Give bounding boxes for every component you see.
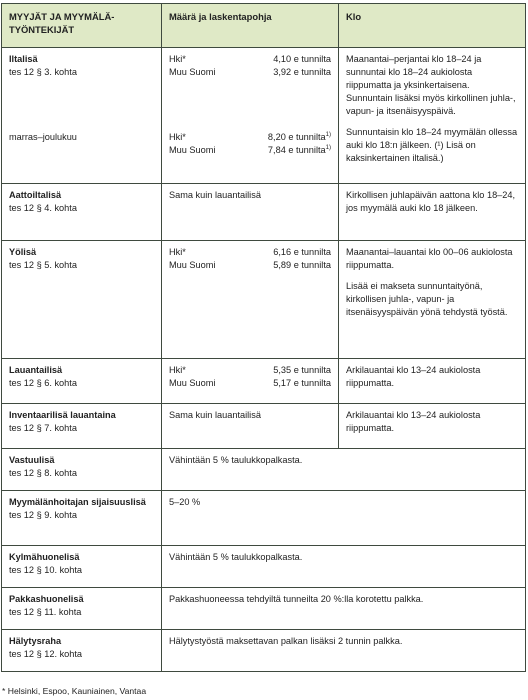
- region-label: Muu Suomi: [169, 67, 216, 77]
- amount-row: [169, 246, 331, 259]
- tes-reference: tes 12 § 8. kohta: [9, 468, 77, 478]
- amount-value: 6,16 e tunnilta: [273, 247, 331, 257]
- row-label: [2, 449, 162, 491]
- amount-cell: Sama kuin lauantailisä: [162, 184, 339, 241]
- footnote-marker: 1): [325, 132, 331, 138]
- row-label: [2, 588, 162, 630]
- table-row: [2, 449, 526, 491]
- header-amount-basis: Määrä ja laskentapohja: [162, 4, 339, 48]
- header-time: Klo: [339, 4, 526, 48]
- amount-span-cell: Vähintään 5 % taulukkopalkasta.: [162, 546, 526, 588]
- time-text: Maanantai–lauantai klo 00–06 aukiolosta riippumatta.: [346, 247, 513, 270]
- tes-reference: tes 12 § 5. kohta: [9, 260, 77, 270]
- table-row: [2, 546, 526, 588]
- allowance-title: Iltalisä: [9, 54, 38, 64]
- amount-value: 5,17 e tunnilta: [273, 378, 331, 388]
- amount-row: [169, 53, 331, 66]
- region-label: Hki*: [169, 247, 186, 257]
- region-label: Muu Suomi: [169, 260, 216, 270]
- amount-row: [169, 377, 331, 390]
- tes-reference: tes 12 § 6. kohta: [9, 378, 77, 388]
- amount-row: [169, 144, 331, 157]
- time-cell: Arkilauantai klo 13–24 aukiolosta riippumatta.: [339, 404, 526, 449]
- row-label: [2, 491, 162, 546]
- allowance-title: Pakkashuonelisä: [9, 594, 84, 604]
- table-row: [2, 630, 526, 672]
- time-cell: Arkilauantai klo 13–24 aukiolosta riippumatta.: [339, 359, 526, 404]
- tes-reference: tes 12 § 12. kohta: [9, 649, 83, 659]
- amount-row: [169, 259, 331, 272]
- row-label: [2, 630, 162, 672]
- allowance-title: Lauantailisä: [9, 365, 63, 375]
- table-row: [2, 491, 526, 546]
- tes-reference: tes 12 § 10. kohta: [9, 565, 83, 575]
- time-cell: [339, 241, 526, 359]
- allowance-title: Myymälänhoitajan sijaisuuslisä: [9, 497, 146, 507]
- amount-span-cell: 5–20 %: [162, 491, 526, 546]
- period-label: marras–joulukuu: [9, 132, 77, 142]
- amount-value: 8,20 e tunnilta$^{1)}$: [267, 132, 331, 142]
- amount-span-cell: Vähintään 5 % taulukkopalkasta.: [162, 449, 526, 491]
- amount-value: 5,35 e tunnilta: [273, 365, 331, 375]
- tes-reference: tes 12 § 9. kohta: [9, 510, 77, 520]
- allowance-table: [1, 3, 526, 672]
- allowance-title: Hälytysraha: [9, 636, 62, 646]
- amount-row: [169, 66, 331, 79]
- amount-row: [169, 364, 331, 377]
- table-row: [2, 588, 526, 630]
- row-label: [2, 241, 162, 359]
- amount-cell: [162, 241, 339, 359]
- allowance-title: Inventaarilisä lauantaina: [9, 410, 116, 420]
- row-label: [2, 359, 162, 404]
- tes-reference: tes 12 § 11. kohta: [9, 607, 82, 617]
- time-cell: Kirkollisen juhlapäivän aattona klo 18–24, jos myymälä auki klo 18 jälkeen.: [339, 184, 526, 241]
- table-row: [2, 241, 526, 359]
- amount-value: 4,10 e tunnilta: [273, 54, 331, 64]
- allowance-title: Vastuulisä: [9, 455, 55, 465]
- region-label: Muu Suomi: [169, 145, 216, 155]
- table-header-row: [2, 4, 526, 48]
- footnote: * Helsinki, Espoo, Kauniainen, Vantaa: [2, 686, 147, 696]
- header-employees: MYYJÄT JA MYYMÄLÄ-TYÖNTEKIJÄT: [2, 4, 162, 48]
- allowance-title: Kylmähuonelisä: [9, 552, 80, 562]
- allowance-title: Aattoiltalisä: [9, 190, 62, 200]
- table-row: [2, 404, 526, 449]
- tes-reference: tes 12 § 7. kohta: [9, 423, 77, 433]
- time-cell: [339, 48, 526, 184]
- amount-span-cell: Pakkashuoneessa tehdyiltä tunneilta 20 %:lla korotettu palkka.: [162, 588, 526, 630]
- table-row: [2, 48, 526, 184]
- allowance-title: Yölisä: [9, 247, 37, 257]
- tes-reference: tes 12 § 3. kohta: [9, 67, 77, 77]
- footnote-marker: 1): [325, 145, 331, 151]
- row-label: [2, 48, 162, 184]
- amount-value: 7,84 e tunnilta$^{1)}$: [267, 145, 331, 155]
- amount-span-cell: Hälytystyöstä maksettavan palkan lisäksi 2 tunnin palkka.: [162, 630, 526, 672]
- amount-value: 3,92 e tunnilta: [273, 67, 331, 77]
- time-note: Lisää ei makseta sunnuntaityönä, kirkollisen juhla-, vapun- ja itsenäisyyspäivän yönä tehdystä työstä.: [346, 281, 508, 317]
- amount-cell: [162, 48, 339, 184]
- region-label: Muu Suomi: [169, 378, 216, 388]
- region-label: Hki*: [169, 365, 186, 375]
- amount-row: [169, 131, 331, 144]
- time-text: Maanantai–perjantai klo 18–24 ja sunnuntai klo 18–24 aukiolosta riippumatta ja yksinkertaisena. Sunnuntain lisäksi myös kirkollinen juhla-, vapun- ja itsenäisyyspäivä.: [346, 54, 516, 116]
- table-row: [2, 359, 526, 404]
- row-label: [2, 184, 162, 241]
- row-label: [2, 546, 162, 588]
- time-text: Sunnuntaisin klo 18–24 myymälän ollessa auki klo 18:n jälkeen. (¹) Lisä on kaksinkertainen iltalisä.): [346, 127, 518, 163]
- amount-value: 5,89 e tunnilta: [273, 260, 331, 270]
- region-label: Hki*: [169, 54, 186, 64]
- tes-reference: tes 12 § 4. kohta: [9, 203, 77, 213]
- table-row: [2, 184, 526, 241]
- region-label: Hki*: [169, 132, 186, 142]
- amount-cell: [162, 359, 339, 404]
- row-label: [2, 404, 162, 449]
- amount-cell: Sama kuin lauantailisä: [162, 404, 339, 449]
